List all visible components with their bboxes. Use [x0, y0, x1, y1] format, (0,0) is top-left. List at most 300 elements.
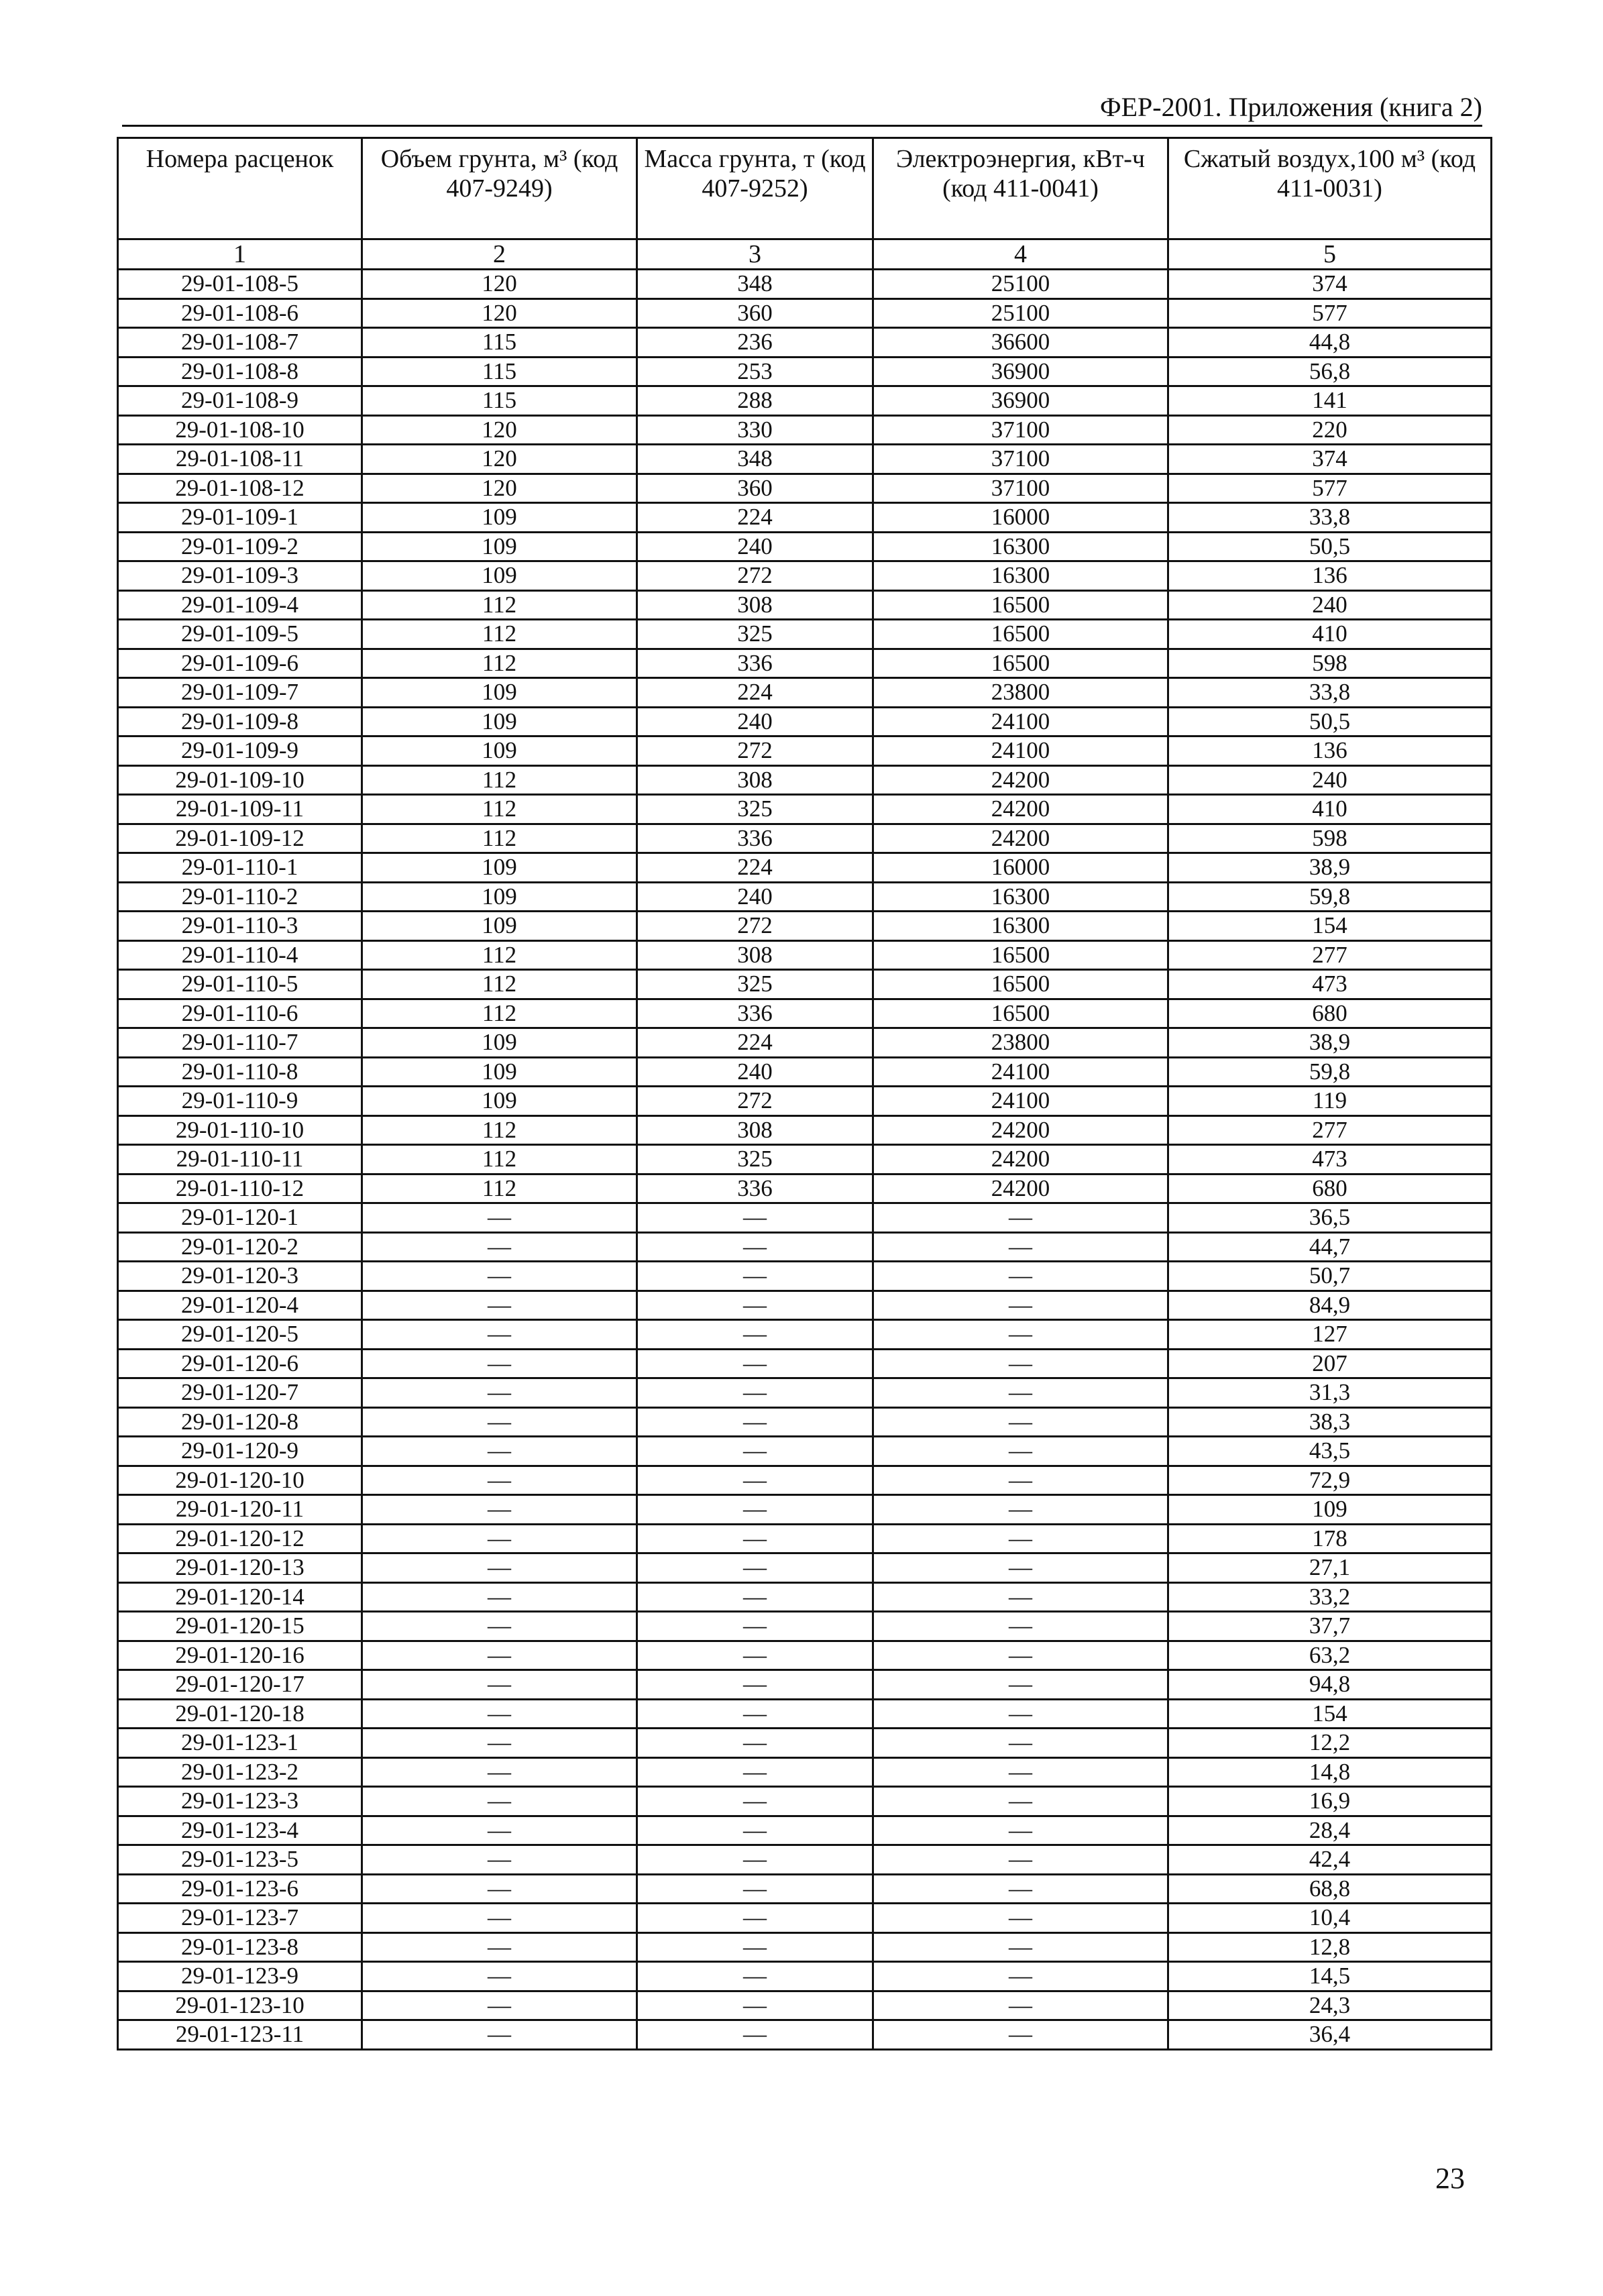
soil-volume-cell: —	[362, 1437, 637, 1466]
soil-mass-cell: 336	[637, 824, 873, 853]
soil-mass-cell: 348	[637, 445, 873, 474]
rate-number-cell: 29-01-108-7	[118, 328, 362, 358]
rate-number-cell: 29-01-123-11	[118, 2020, 362, 2050]
compressed-air-cell: 410	[1168, 620, 1492, 649]
soil-mass-cell: 272	[637, 1087, 873, 1116]
rate-number-cell: 29-01-123-6	[118, 1874, 362, 1904]
rate-number-cell: 29-01-123-9	[118, 1962, 362, 1991]
soil-mass-cell: 325	[637, 970, 873, 999]
soil-volume-cell: 112	[362, 999, 637, 1028]
compressed-air-cell: 154	[1168, 912, 1492, 941]
electricity-cell: —	[873, 1203, 1168, 1233]
compressed-air-cell: 42,4	[1168, 1845, 1492, 1875]
table-row	[118, 2020, 1492, 2050]
electricity-cell: 16300	[873, 912, 1168, 941]
electricity-cell: 16300	[873, 561, 1168, 591]
electricity-cell: —	[873, 1816, 1168, 1845]
compressed-air-cell: 577	[1168, 298, 1492, 328]
soil-volume-cell: 120	[362, 445, 637, 474]
rate-number-cell: 29-01-110-7	[118, 1028, 362, 1058]
rate-number-cell: 29-01-109-5	[118, 620, 362, 649]
soil-volume-cell: —	[362, 1262, 637, 1291]
electricity-cell: —	[873, 1262, 1168, 1291]
soil-mass-cell: 240	[637, 882, 873, 912]
electricity-cell: 16000	[873, 853, 1168, 883]
compressed-air-cell: 277	[1168, 940, 1492, 970]
rate-number-cell: 29-01-120-14	[118, 1582, 362, 1612]
electricity-cell: —	[873, 1787, 1168, 1816]
soil-volume-cell: 109	[362, 882, 637, 912]
compressed-air-cell: 63,2	[1168, 1641, 1492, 1670]
rate-number-cell: 29-01-109-2	[118, 532, 362, 561]
electricity-cell: —	[873, 1407, 1168, 1437]
rate-number-cell: 29-01-109-10	[118, 765, 362, 795]
compressed-air-cell: 38,9	[1168, 1028, 1492, 1058]
rate-number-cell: 29-01-109-12	[118, 824, 362, 853]
soil-volume-cell: —	[362, 1787, 637, 1816]
soil-mass-cell: 348	[637, 270, 873, 299]
table-row	[118, 503, 1492, 533]
electricity-cell: —	[873, 1845, 1168, 1875]
electricity-cell: —	[873, 1553, 1168, 1583]
electricity-cell: 24200	[873, 795, 1168, 824]
table-row	[118, 882, 1492, 912]
soil-mass-cell: 325	[637, 795, 873, 824]
soil-volume-cell: 109	[362, 561, 637, 591]
soil-mass-cell: —	[637, 1466, 873, 1495]
rate-number-cell: 29-01-108-6	[118, 298, 362, 328]
electricity-cell: —	[873, 1962, 1168, 1991]
electricity-cell: —	[873, 1729, 1168, 1758]
table-row	[118, 649, 1492, 678]
soil-volume-cell: 112	[362, 1115, 637, 1145]
table-row	[118, 532, 1492, 561]
soil-mass-cell: —	[637, 1641, 873, 1670]
soil-mass-cell: 308	[637, 940, 873, 970]
compressed-air-cell: 473	[1168, 1145, 1492, 1174]
compressed-air-cell: 50,5	[1168, 707, 1492, 736]
table-row	[118, 415, 1492, 445]
soil-mass-cell: —	[637, 1203, 873, 1233]
rates-table	[117, 137, 1492, 2051]
soil-mass-cell: 308	[637, 1115, 873, 1145]
compressed-air-cell: 12,8	[1168, 1932, 1492, 1962]
compressed-air-cell: 277	[1168, 1115, 1492, 1145]
compressed-air-cell: 240	[1168, 590, 1492, 620]
soil-mass-cell: —	[637, 1320, 873, 1350]
electricity-cell: 16000	[873, 503, 1168, 533]
table-row	[118, 474, 1492, 503]
electricity-cell: 24200	[873, 1174, 1168, 1203]
soil-volume-cell: 112	[362, 940, 637, 970]
column-header-soil-volume: Объем грунта, м³ (код 407-9249)	[362, 138, 637, 239]
soil-volume-cell: 115	[362, 328, 637, 358]
soil-mass-cell: —	[637, 1262, 873, 1291]
soil-volume-cell: 109	[362, 912, 637, 941]
electricity-cell: 36900	[873, 386, 1168, 416]
compressed-air-cell: 50,5	[1168, 532, 1492, 561]
soil-mass-cell: —	[637, 1932, 873, 1962]
soil-volume-cell: —	[362, 1203, 637, 1233]
soil-volume-cell: —	[362, 1932, 637, 1962]
soil-mass-cell: —	[637, 1904, 873, 1933]
table-row	[118, 1174, 1492, 1203]
soil-volume-cell: —	[362, 1699, 637, 1729]
compressed-air-cell: 136	[1168, 561, 1492, 591]
soil-mass-cell: —	[637, 1729, 873, 1758]
table-row	[118, 620, 1492, 649]
electricity-cell: —	[873, 1378, 1168, 1408]
soil-volume-cell: —	[362, 1407, 637, 1437]
rate-number-cell: 29-01-108-5	[118, 270, 362, 299]
rate-number-cell: 29-01-120-13	[118, 1553, 362, 1583]
electricity-cell: 24100	[873, 1087, 1168, 1116]
electricity-cell: —	[873, 1466, 1168, 1495]
table-row	[118, 1495, 1492, 1525]
electricity-cell: —	[873, 1991, 1168, 2020]
soil-volume-cell: 109	[362, 532, 637, 561]
rate-number-cell: 29-01-110-6	[118, 999, 362, 1028]
rate-number-cell: 29-01-109-6	[118, 649, 362, 678]
electricity-cell: 23800	[873, 1028, 1168, 1058]
table-row	[118, 1407, 1492, 1437]
table-row	[118, 386, 1492, 416]
compressed-air-cell: 240	[1168, 765, 1492, 795]
rate-number-cell: 29-01-123-10	[118, 1991, 362, 2020]
table-row	[118, 795, 1492, 824]
soil-volume-cell: —	[362, 1670, 637, 1700]
table-row	[118, 824, 1492, 853]
table-row	[118, 1904, 1492, 1933]
soil-volume-cell: 109	[362, 707, 637, 736]
table-row	[118, 736, 1492, 766]
soil-mass-cell: 236	[637, 328, 873, 358]
electricity-cell: 25100	[873, 298, 1168, 328]
compressed-air-cell: 127	[1168, 1320, 1492, 1350]
soil-mass-cell: —	[637, 1349, 873, 1378]
rate-number-cell: 29-01-120-5	[118, 1320, 362, 1350]
soil-mass-cell: —	[637, 1845, 873, 1875]
soil-mass-cell: —	[637, 1874, 873, 1904]
table-row	[118, 298, 1492, 328]
column-number: 5	[1168, 239, 1492, 270]
rate-number-cell: 29-01-108-10	[118, 415, 362, 445]
soil-mass-cell: —	[637, 1699, 873, 1729]
soil-mass-cell: —	[637, 1787, 873, 1816]
table-row	[118, 1670, 1492, 1700]
table-row	[118, 1729, 1492, 1758]
electricity-cell: 24200	[873, 765, 1168, 795]
table-row	[118, 1874, 1492, 1904]
soil-volume-cell: —	[362, 1729, 637, 1758]
column-header-compressed-air: Сжатый воздух,100 м³ (код 411-0031)	[1168, 138, 1492, 239]
soil-volume-cell: —	[362, 1612, 637, 1641]
table-row	[118, 940, 1492, 970]
rate-number-cell: 29-01-109-9	[118, 736, 362, 766]
column-number: 3	[637, 239, 873, 270]
electricity-cell: —	[873, 1582, 1168, 1612]
soil-volume-cell: 109	[362, 1087, 637, 1116]
table-row	[118, 999, 1492, 1028]
electricity-cell: —	[873, 1612, 1168, 1641]
column-number: 2	[362, 239, 637, 270]
compressed-air-cell: 56,8	[1168, 357, 1492, 386]
electricity-cell: —	[873, 1495, 1168, 1525]
soil-mass-cell: 360	[637, 474, 873, 503]
compressed-air-cell: 33,2	[1168, 1582, 1492, 1612]
rate-number-cell: 29-01-109-3	[118, 561, 362, 591]
soil-volume-cell: 112	[362, 1145, 637, 1174]
soil-mass-cell: 240	[637, 532, 873, 561]
table-row	[118, 707, 1492, 736]
electricity-cell: —	[873, 1670, 1168, 1700]
table-row	[118, 590, 1492, 620]
compressed-air-cell: 16,9	[1168, 1787, 1492, 1816]
electricity-cell: —	[873, 1874, 1168, 1904]
rate-number-cell: 29-01-123-4	[118, 1816, 362, 1845]
soil-mass-cell: 325	[637, 620, 873, 649]
compressed-air-cell: 27,1	[1168, 1553, 1492, 1583]
electricity-cell: —	[873, 2020, 1168, 2050]
soil-mass-cell: —	[637, 1757, 873, 1787]
table-row	[118, 357, 1492, 386]
table-row	[118, 1962, 1492, 1991]
table-row	[118, 1524, 1492, 1553]
electricity-cell: 16500	[873, 649, 1168, 678]
rate-number-cell: 29-01-120-17	[118, 1670, 362, 1700]
compressed-air-cell: 24,3	[1168, 1991, 1492, 2020]
electricity-cell: 16500	[873, 590, 1168, 620]
soil-volume-cell: —	[362, 1874, 637, 1904]
rate-number-cell: 29-01-120-8	[118, 1407, 362, 1437]
soil-volume-cell: 109	[362, 678, 637, 708]
column-number: 4	[873, 239, 1168, 270]
table-row	[118, 678, 1492, 708]
table-row	[118, 1232, 1492, 1262]
rate-number-cell: 29-01-120-4	[118, 1291, 362, 1320]
compressed-air-cell: 44,7	[1168, 1232, 1492, 1262]
electricity-cell: —	[873, 1932, 1168, 1962]
electricity-cell: —	[873, 1699, 1168, 1729]
table-row	[118, 1641, 1492, 1670]
electricity-cell: —	[873, 1904, 1168, 1933]
soil-volume-cell: 112	[362, 970, 637, 999]
soil-volume-cell: —	[362, 1320, 637, 1350]
electricity-cell: 24100	[873, 1057, 1168, 1087]
soil-volume-cell: 112	[362, 765, 637, 795]
table-row	[118, 445, 1492, 474]
soil-volume-cell: 112	[362, 1174, 637, 1203]
rate-number-cell: 29-01-123-5	[118, 1845, 362, 1875]
table-row	[118, 1437, 1492, 1466]
electricity-cell: —	[873, 1437, 1168, 1466]
electricity-cell: —	[873, 1232, 1168, 1262]
compressed-air-cell: 36,4	[1168, 2020, 1492, 2050]
compressed-air-cell: 473	[1168, 970, 1492, 999]
table-row	[118, 1115, 1492, 1145]
soil-mass-cell: 308	[637, 590, 873, 620]
compressed-air-cell: 12,2	[1168, 1729, 1492, 1758]
rate-number-cell: 29-01-123-3	[118, 1787, 362, 1816]
soil-volume-cell: —	[362, 1524, 637, 1553]
electricity-cell: 24200	[873, 1145, 1168, 1174]
electricity-cell: 16500	[873, 999, 1168, 1028]
compressed-air-cell: 220	[1168, 415, 1492, 445]
rate-number-cell: 29-01-123-2	[118, 1757, 362, 1787]
rate-number-cell: 29-01-120-18	[118, 1699, 362, 1729]
soil-volume-cell: —	[362, 1291, 637, 1320]
electricity-cell: 37100	[873, 415, 1168, 445]
soil-volume-cell: —	[362, 1991, 637, 2020]
soil-mass-cell: 360	[637, 298, 873, 328]
table-row	[118, 1553, 1492, 1583]
electricity-cell: 16500	[873, 940, 1168, 970]
page-number: 23	[1435, 2162, 1465, 2195]
rate-number-cell: 29-01-123-7	[118, 1904, 362, 1933]
soil-volume-cell: 115	[362, 386, 637, 416]
soil-volume-cell: 120	[362, 474, 637, 503]
electricity-cell: —	[873, 1641, 1168, 1670]
compressed-air-cell: 59,8	[1168, 1057, 1492, 1087]
soil-mass-cell: 240	[637, 1057, 873, 1087]
soil-volume-cell: —	[362, 1904, 637, 1933]
compressed-air-cell: 37,7	[1168, 1612, 1492, 1641]
table-row	[118, 561, 1492, 591]
soil-volume-cell: 109	[362, 736, 637, 766]
column-number-row	[118, 239, 1492, 270]
soil-mass-cell: —	[637, 1991, 873, 2020]
soil-volume-cell: —	[362, 1962, 637, 1991]
rate-number-cell: 29-01-120-15	[118, 1612, 362, 1641]
soil-mass-cell: 240	[637, 707, 873, 736]
rate-number-cell: 29-01-120-1	[118, 1203, 362, 1233]
rate-number-cell: 29-01-110-2	[118, 882, 362, 912]
rate-number-cell: 29-01-120-6	[118, 1349, 362, 1378]
soil-volume-cell: 109	[362, 1028, 637, 1058]
rate-number-cell: 29-01-120-16	[118, 1641, 362, 1670]
table-row	[118, 270, 1492, 299]
electricity-cell: —	[873, 1320, 1168, 1350]
soil-volume-cell: —	[362, 1582, 637, 1612]
rate-number-cell: 29-01-120-7	[118, 1378, 362, 1408]
table-row	[118, 1816, 1492, 1845]
table-row	[118, 1699, 1492, 1729]
soil-volume-cell: 112	[362, 590, 637, 620]
compressed-air-cell: 410	[1168, 795, 1492, 824]
soil-mass-cell: —	[637, 1524, 873, 1553]
electricity-cell: 24200	[873, 1115, 1168, 1145]
compressed-air-cell: 33,8	[1168, 503, 1492, 533]
electricity-cell: 37100	[873, 474, 1168, 503]
soil-volume-cell: —	[362, 1757, 637, 1787]
soil-volume-cell: 120	[362, 270, 637, 299]
compressed-air-cell: 598	[1168, 824, 1492, 853]
soil-mass-cell: 224	[637, 853, 873, 883]
electricity-cell: 24100	[873, 707, 1168, 736]
compressed-air-cell: 31,3	[1168, 1378, 1492, 1408]
compressed-air-cell: 38,3	[1168, 1407, 1492, 1437]
rate-number-cell: 29-01-109-7	[118, 678, 362, 708]
soil-mass-cell: —	[637, 1670, 873, 1700]
soil-volume-cell: 109	[362, 1057, 637, 1087]
compressed-air-cell: 154	[1168, 1699, 1492, 1729]
table-row	[118, 1262, 1492, 1291]
header-row	[118, 138, 1492, 239]
electricity-cell: 16500	[873, 970, 1168, 999]
column-number: 1	[118, 239, 362, 270]
soil-mass-cell: —	[637, 1437, 873, 1466]
soil-mass-cell: 224	[637, 678, 873, 708]
table-row	[118, 1349, 1492, 1378]
soil-mass-cell: —	[637, 1612, 873, 1641]
soil-volume-cell: 109	[362, 503, 637, 533]
compressed-air-cell: 43,5	[1168, 1437, 1492, 1466]
compressed-air-cell: 598	[1168, 649, 1492, 678]
soil-mass-cell: 272	[637, 912, 873, 941]
table-row	[118, 1932, 1492, 1962]
soil-mass-cell: —	[637, 1495, 873, 1525]
soil-volume-cell: —	[362, 1232, 637, 1262]
table-row	[118, 853, 1492, 883]
rate-number-cell: 29-01-110-9	[118, 1087, 362, 1116]
soil-mass-cell: 325	[637, 1145, 873, 1174]
compressed-air-cell: 10,4	[1168, 1904, 1492, 1933]
soil-mass-cell: 336	[637, 649, 873, 678]
rate-number-cell: 29-01-108-8	[118, 357, 362, 386]
table-row	[118, 1057, 1492, 1087]
electricity-cell: —	[873, 1757, 1168, 1787]
soil-mass-cell: —	[637, 1582, 873, 1612]
soil-mass-cell: —	[637, 1291, 873, 1320]
table-row	[118, 1087, 1492, 1116]
rate-number-cell: 29-01-110-4	[118, 940, 362, 970]
soil-volume-cell: 112	[362, 795, 637, 824]
soil-volume-cell: 115	[362, 357, 637, 386]
header-rule	[122, 125, 1482, 127]
soil-volume-cell: —	[362, 1349, 637, 1378]
soil-volume-cell: —	[362, 1553, 637, 1583]
rate-number-cell: 29-01-120-9	[118, 1437, 362, 1466]
table-row	[118, 765, 1492, 795]
column-header-rate-numbers: Номера расценок	[118, 138, 362, 239]
compressed-air-cell: 141	[1168, 386, 1492, 416]
table-row	[118, 1612, 1492, 1641]
table-row	[118, 1991, 1492, 2020]
soil-volume-cell: 112	[362, 824, 637, 853]
rate-number-cell: 29-01-109-4	[118, 590, 362, 620]
compressed-air-cell: 33,8	[1168, 678, 1492, 708]
rate-number-cell: 29-01-110-8	[118, 1057, 362, 1087]
soil-mass-cell: 253	[637, 357, 873, 386]
compressed-air-cell: 136	[1168, 736, 1492, 766]
soil-mass-cell: 308	[637, 765, 873, 795]
soil-mass-cell: 336	[637, 1174, 873, 1203]
rates-table-container	[117, 137, 1492, 2051]
soil-volume-cell: —	[362, 1378, 637, 1408]
soil-mass-cell: —	[637, 1232, 873, 1262]
rate-number-cell: 29-01-108-12	[118, 474, 362, 503]
soil-mass-cell: 224	[637, 1028, 873, 1058]
soil-volume-cell: 112	[362, 649, 637, 678]
soil-mass-cell: —	[637, 1816, 873, 1845]
compressed-air-cell: 207	[1168, 1349, 1492, 1378]
rate-number-cell: 29-01-110-5	[118, 970, 362, 999]
table-row	[118, 1291, 1492, 1320]
electricity-cell: —	[873, 1524, 1168, 1553]
rate-number-cell: 29-01-123-1	[118, 1729, 362, 1758]
compressed-air-cell: 14,8	[1168, 1757, 1492, 1787]
electricity-cell: 16300	[873, 882, 1168, 912]
